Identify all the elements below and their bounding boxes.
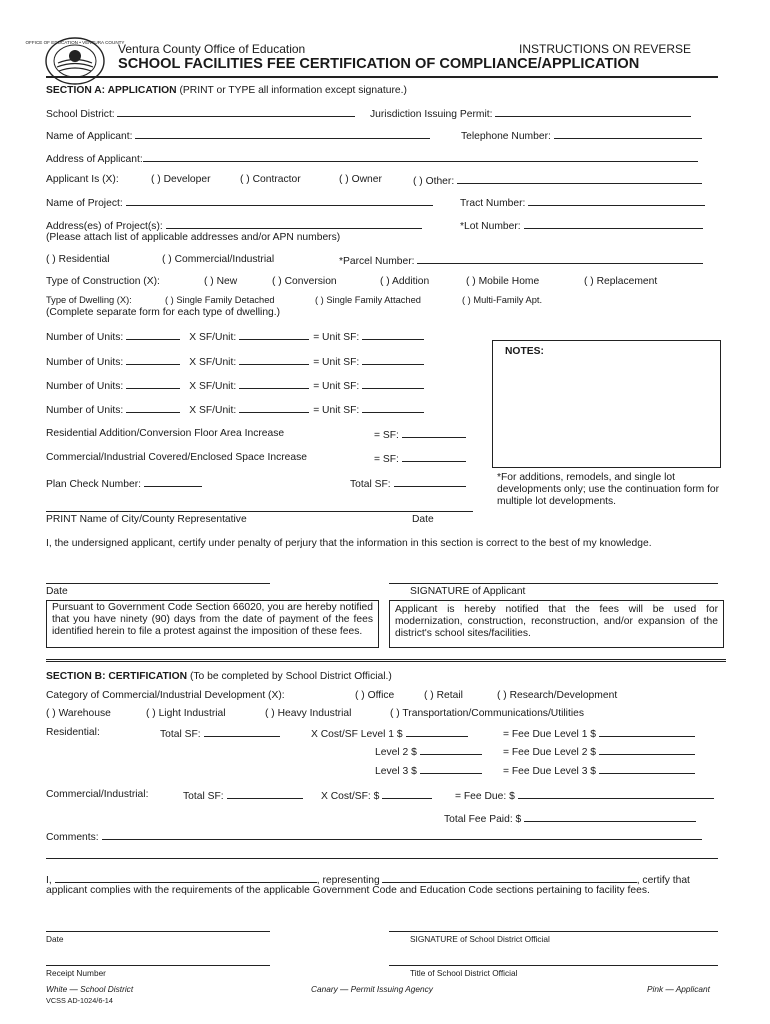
- protest-notice-box: [46, 600, 379, 648]
- total-fee-field[interactable]: Total Fee Paid: $: [444, 812, 696, 825]
- official-title-label: Title of School District Official: [410, 968, 518, 978]
- applicant-address-field[interactable]: Address of Applicant:: [46, 152, 698, 165]
- contractor-option[interactable]: ( ) Contractor: [240, 174, 301, 185]
- parcel-field[interactable]: *Parcel Number:: [339, 254, 703, 267]
- complies-statement: applicant complies with the requirements of the applicable Government Code and Education Code sections pertaining to facility fees.: [46, 885, 650, 896]
- print-name-label: PRINT Name of City/County Representative: [46, 514, 247, 525]
- applicant-signature-label: SIGNATURE of Applicant: [410, 586, 526, 597]
- warehouse-option[interactable]: ( ) Warehouse: [46, 708, 111, 719]
- category-label: Category of Commercial/Industrial Development (X):: [46, 690, 285, 701]
- retail-option[interactable]: ( ) Retail: [424, 690, 463, 701]
- fee-level2-field[interactable]: = Fee Due Level 2 $: [503, 745, 695, 758]
- com-fee-due-field[interactable]: = Fee Due: $: [455, 789, 714, 802]
- separate-form-note: (Complete separate form for each type of dwelling.): [46, 307, 281, 318]
- notes-box[interactable]: [492, 340, 721, 468]
- copy-pink: Pink — Applicant: [647, 984, 710, 994]
- footnote: *For additions, remodels, and single lot developments only; use the continuation form for multiple lot developments.: [497, 472, 720, 507]
- commercial-label: Commercial/Industrial:: [46, 789, 149, 800]
- applicant-date-label: Date: [46, 586, 68, 597]
- attach-note: (Please attach list of applicable addresses and/or APN numbers): [46, 232, 341, 243]
- project-name-field[interactable]: Name of Project:: [46, 196, 433, 209]
- other-option[interactable]: ( ) Other:: [413, 174, 702, 187]
- comments-field[interactable]: Comments:: [46, 830, 702, 843]
- com-total-sf-field[interactable]: Total SF:: [183, 789, 303, 802]
- units-row[interactable]: Number of Units: X SF/Unit: = Unit SF:: [46, 403, 424, 416]
- residential-option[interactable]: ( ) Residential: [46, 254, 110, 265]
- notes-label: NOTES:: [505, 346, 544, 357]
- dwelling-label: Type of Dwelling (X):: [46, 295, 132, 305]
- fee-use-notice-box: [389, 600, 724, 648]
- construction-label: Type of Construction (X):: [46, 276, 160, 287]
- copy-canary: Canary — Permit Issuing Agency: [311, 984, 433, 994]
- new-option[interactable]: ( ) New: [204, 276, 238, 287]
- replacement-option[interactable]: ( ) Replacement: [584, 276, 658, 287]
- official-name-field[interactable]: I, , representing , certify that: [46, 875, 690, 886]
- light-industrial-option[interactable]: ( ) Light Industrial: [146, 708, 226, 719]
- school-district-field[interactable]: School District:: [46, 107, 355, 120]
- project-address-field[interactable]: Address(es) of Project(s):: [46, 219, 422, 232]
- instructions-note: INSTRUCTIONS ON REVERSE: [519, 42, 692, 56]
- applicant-name-field[interactable]: Name of Applicant:: [46, 129, 430, 142]
- addition-option[interactable]: ( ) Addition: [380, 276, 430, 287]
- mobile-home-option[interactable]: ( ) Mobile Home: [466, 276, 540, 287]
- fee-use-notice-text: Applicant is hereby notified that the fees will be used for modernization, construction, reconstruction, and/or expansion of the district's school sites/facilities.: [395, 604, 718, 639]
- commercial-option[interactable]: ( ) Commercial/Industrial: [162, 254, 275, 265]
- form-title: SCHOOL FACILITIES FEE CERTIFICATION OF COMPLIANCE/APPLICATION: [118, 56, 640, 72]
- official-date-label: Date: [46, 934, 64, 944]
- residential-label: Residential:: [46, 727, 100, 738]
- com-space-sf-field[interactable]: = SF:: [374, 452, 466, 465]
- receipt-label: Receipt Number: [46, 968, 106, 978]
- form-id: VCSS AD-1024/6-14: [46, 996, 113, 1005]
- total-sf-field[interactable]: Total SF:: [350, 477, 466, 490]
- com-cost-field[interactable]: X Cost/SF: $: [321, 789, 432, 802]
- transportation-option[interactable]: ( ) Transportation/Communications/Utilities: [390, 708, 584, 719]
- res-addition-sf-field[interactable]: = SF:: [374, 428, 466, 441]
- tract-field[interactable]: Tract Number:: [460, 196, 705, 209]
- developer-option[interactable]: ( ) Developer: [151, 174, 211, 185]
- cost-level3-field[interactable]: Level 3 $: [375, 764, 482, 777]
- telephone-field[interactable]: Telephone Number:: [461, 129, 702, 142]
- fee-level3-field[interactable]: = Fee Due Level 3 $: [503, 764, 695, 777]
- com-space-label: Commercial/Industrial Covered/Enclosed Space Increase: [46, 452, 307, 463]
- section-a-heading: SECTION A: APPLICATION (PRINT or TYPE all information except signature.): [46, 85, 407, 96]
- res-addition-label: Residential Addition/Conversion Floor Area Increase: [46, 428, 285, 439]
- heavy-industrial-option[interactable]: ( ) Heavy Industrial: [265, 708, 352, 719]
- conversion-option[interactable]: ( ) Conversion: [272, 276, 337, 287]
- fee-level1-field[interactable]: = Fee Due Level 1 $: [503, 727, 695, 740]
- official-signature-label: SIGNATURE of School District Official: [410, 934, 550, 944]
- print-date-label: Date: [412, 514, 434, 525]
- copy-white: White — School District: [46, 984, 134, 994]
- res-total-sf-field[interactable]: Total SF:: [160, 727, 280, 740]
- research-option[interactable]: ( ) Research/Development: [497, 690, 618, 701]
- units-row[interactable]: Number of Units: X SF/Unit: = Unit SF:: [46, 379, 424, 392]
- cost-level1-field[interactable]: X Cost/SF Level 1 $: [311, 727, 468, 740]
- seal-icon: [25, 36, 125, 86]
- section-b-heading: SECTION B: CERTIFICATION (To be completed by School District Official.): [46, 671, 392, 682]
- agency-name: Ventura County Office of Education: [118, 42, 306, 56]
- cost-level2-field[interactable]: Level 2 $: [375, 745, 482, 758]
- applicant-is-label: Applicant Is (X):: [46, 174, 119, 185]
- single-attached-option[interactable]: ( ) Single Family Attached: [315, 295, 421, 305]
- protest-notice-text: Pursuant to Government Code Section 66020, you are hereby notified that you have ninety (90) days from the date of payment of the fees identified herein to file a protest against the imposition of these fees.: [52, 602, 373, 637]
- lot-field[interactable]: *Lot Number:: [460, 219, 703, 232]
- certify-statement: I, the undersigned applicant, certify under penalty of perjury that the information in this section is correct to the best of my knowledge.: [46, 538, 652, 549]
- seal-text: OFFICE OF EDUCATION • VENTURA COUNTY: [25, 40, 125, 45]
- office-option[interactable]: ( ) Office: [355, 690, 395, 701]
- units-row[interactable]: Number of Units: X SF/Unit: = Unit SF:: [46, 330, 424, 343]
- owner-option[interactable]: ( ) Owner: [339, 174, 382, 185]
- units-row[interactable]: Number of Units: X SF/Unit: = Unit SF:: [46, 355, 424, 368]
- jurisdiction-field[interactable]: Jurisdiction Issuing Permit:: [370, 107, 691, 120]
- county-seal: [25, 36, 125, 86]
- multi-family-option[interactable]: ( ) Multi-Family Apt.: [462, 295, 543, 305]
- plan-check-field[interactable]: Plan Check Number:: [46, 477, 202, 490]
- single-detached-option[interactable]: ( ) Single Family Detached: [165, 295, 275, 305]
